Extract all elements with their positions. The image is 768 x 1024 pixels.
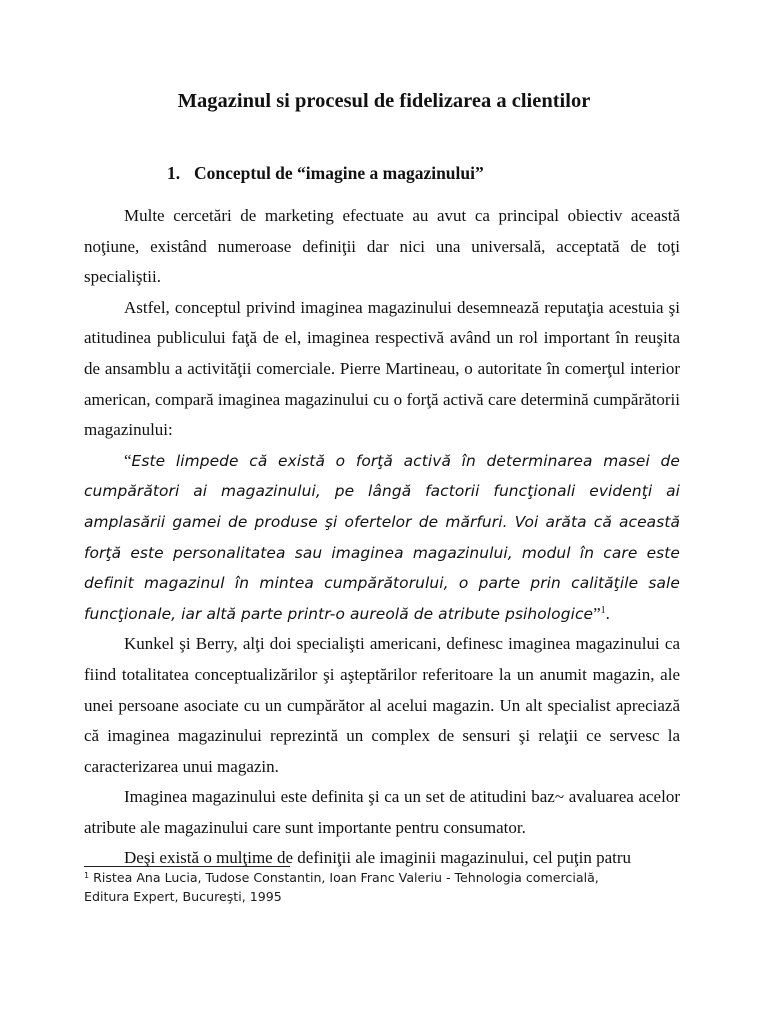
paragraph-5: Imaginea magazinului este definita şi ca un set de atitudini baz~ avaluarea acelor atribute ale magazinului care sunt importante pentru consumator. <box>84 787 680 837</box>
quote-text: Este limpede că există o forţă activă în determinarea masei de cumpărători ai magazinului, pe lângă factorii funcţionali evidenţi ai amplasării gamei de produse şi ofertelor de mărfuri. Voi arăta că această forţă este personalitatea sau imaginea magazinului, modul în care este definit magazinul în mintea cumpărătorului, o parte prin calităţile sale funcţionale, iar altă parte printr-o aureolă de atribute psihologice <box>84 451 680 623</box>
footnote-marker: 1 <box>84 871 90 880</box>
document-title: Magazinul si procesul de fidelizarea a clientilor <box>177 90 591 112</box>
section-number: 1. <box>167 163 181 183</box>
quote-tail: . <box>605 603 610 623</box>
footnote <box>84 868 644 906</box>
footnote-reference: 1 <box>600 604 606 616</box>
section-heading <box>167 163 484 184</box>
body-text <box>84 201 680 874</box>
paragraph-1: Multe cercetări de marketing efectuate au avut ca principal obiectiv această noţiune, existând numeroase definiţii dar nici una universală, acceptată de toţi specialiştii. <box>84 206 680 287</box>
footnote-text: Ristea Ana Lucia, Tudose Constantin, Ioan Franc Valeriu - Tehnologia comercială, Editura Expert, Bucureşti, 1995 <box>84 870 599 904</box>
quote-close-mark: ” <box>593 603 601 623</box>
paragraph-6: Deşi există o mulţime de definiţii ale imaginii magazinului, cel puţin patru <box>124 848 632 868</box>
quote-paragraph <box>84 446 680 630</box>
quote-open-mark: “ <box>124 450 132 470</box>
paragraph-2: Astfel, conceptul privind imaginea magazinului desemnează reputaţia acestuia şi atitudinea publicului faţă de el, imaginea respectivă având un rol important în reuşita de ansamblu a activităţii comerciale. Pierre Martineau, o autoritate în comerţul interior american, compară imaginea magazinului cu o forţă activă care determină cumpărătorii magazinului: <box>84 297 680 440</box>
footnote-separator <box>84 866 290 867</box>
paragraph-4: Kunkel şi Berry, alţi doi specialişti americani, definesc imaginea magazinului ca fiind totalitatea conceptualizărilor şi aşteptărilor referitoare la un anumit magazin, ale unei persoane asociate cu un cumpărător al acelui magazin. Un alt specialist apreciază că imaginea magazinului reprezintă un complex de sensuri şi relaţii ce servesc la caracterizarea unui magazin. <box>84 634 680 776</box>
section-heading-text: Conceptul de “imagine a magazinului” <box>194 163 484 183</box>
